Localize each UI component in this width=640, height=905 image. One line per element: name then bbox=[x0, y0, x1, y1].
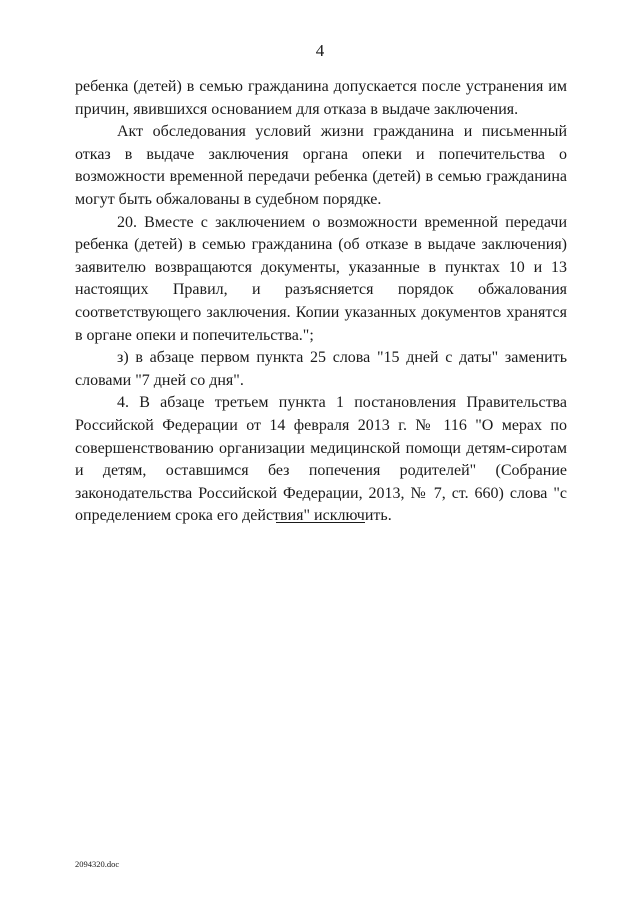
paragraph-item-20: 20. Вместе с заключением о возможности временной передачи ребенка (детей) в семью гражданина (об отказе в выдаче заключения) заявителю возвращаются документы, указанные в пунктах 10 и 13 настоящих Правил, и разъясняется порядок обжалования соответствующего заключения. Копии указанных документов хранятся в органе опеки и попечительства."; bbox=[75, 213, 567, 344]
paragraph-appeal: Акт обследования условий жизни гражданина и письменный отказ в выдаче заключения органа опеки и попечительства о возможности временной передачи ребенка (детей) в семью гражданина могут быть обжалованы в судебном порядке. bbox=[75, 123, 567, 208]
paragraph-continuation: ребенка (детей) в семью гражданина допускается после устранения им причин, явившихся основанием для отказа в выдаче заключения. bbox=[75, 78, 567, 118]
paragraph-item-4: 4. В абзаце третьем пункта 1 постановления Правительства Российской Федерации от 14 февраля 2013 г. № 116 "О мерах по совершенствованию организации медицинской помощи детям-сиротам и детям, оставшимся без попечения родителей" (Собрание законодательства Российской Федерации, 2013, № 7, ст. 660) слова "с определением срока его действия" исключить. bbox=[75, 394, 567, 525]
page-number: 4 bbox=[315, 41, 325, 60]
document-body bbox=[75, 76, 567, 528]
end-separator-line bbox=[276, 522, 365, 523]
paragraph-subitem-z: з) в абзаце первом пункта 25 слова "15 дней с даты" заменить словами "7 дней со дня". bbox=[75, 349, 567, 389]
document-file-name: 2094320.doc bbox=[75, 859, 120, 869]
